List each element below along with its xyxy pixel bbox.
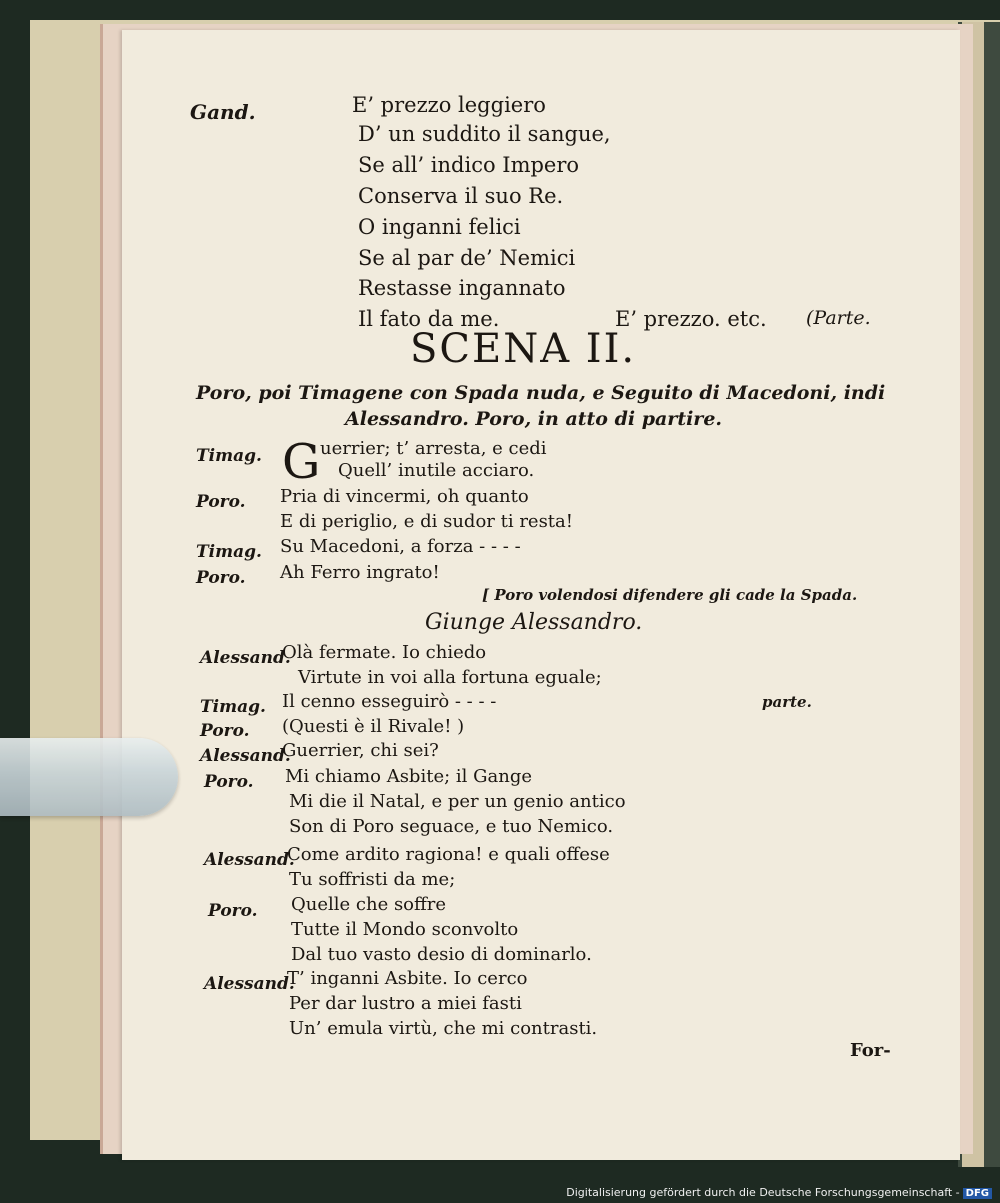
verse-line: Olà fermate. Io chiedo bbox=[282, 642, 487, 663]
scene-heading: SCENA II. bbox=[410, 326, 637, 372]
verse-line: Ah Ferro ingrato! bbox=[280, 562, 440, 583]
stage-direction: Poro, poi Timagene con Spada nuda, e Seguito di Macedoni, indi bbox=[196, 382, 886, 404]
verse-line: Su Macedoni, a forza - - - - bbox=[280, 536, 521, 557]
verse-line: T’ inganni Asbite. Io cerco bbox=[287, 968, 528, 989]
catchword: For- bbox=[850, 1040, 891, 1061]
speaker-timag: Timag. bbox=[196, 446, 262, 466]
verse-line: Quell’ inutile acciaro. bbox=[338, 460, 535, 481]
speaker-poro: Poro. bbox=[200, 721, 250, 741]
verse-line: uerrier; t’ arresta, e cedi bbox=[320, 438, 547, 459]
speaker-alessand: Alessand. bbox=[200, 746, 291, 766]
speaker-timag: Timag. bbox=[200, 697, 266, 717]
verse-line: (Questi è il Rivale! ) bbox=[282, 716, 465, 737]
glass-page-holder bbox=[0, 738, 178, 816]
verse-line: Tutte il Mondo sconvolto bbox=[291, 919, 519, 940]
verse-line: Dal tuo vasto desio di dominarlo. bbox=[291, 944, 592, 965]
verse-line: Pria di vincermi, oh quanto bbox=[280, 486, 529, 507]
stage-direction: Alessandro. Poro, in atto di partire. bbox=[345, 408, 723, 430]
verse-line: Restasse ingannato bbox=[358, 276, 566, 300]
verse-line: E di periglio, e di sudor ti resta! bbox=[280, 511, 574, 532]
stage-direction: [ Poro volendosi difendere gli cade la Spada. bbox=[482, 586, 858, 604]
verse-line: Virtute in voi alla fortuna eguale; bbox=[298, 667, 602, 688]
exit-direction: (Parte. bbox=[806, 307, 871, 329]
speaker-poro: Poro. bbox=[208, 901, 258, 921]
verse-line: Come ardito ragiona! e quali offese bbox=[287, 844, 610, 865]
verse-tail: E’ prezzo. etc. bbox=[615, 307, 767, 331]
speaker-alessand: Alessand. bbox=[204, 850, 295, 870]
stage-direction: Giunge Alessandro. bbox=[425, 610, 643, 635]
speaker-poro: Poro. bbox=[204, 772, 254, 792]
verse-line: Per dar lustro a miei fasti bbox=[289, 993, 522, 1014]
verse-line: Son di Poro seguace, e tuo Nemico. bbox=[289, 816, 614, 837]
speaker-alessand: Alessand. bbox=[200, 648, 291, 668]
verse-line: Mi die il Natal, e per un genio antico bbox=[289, 791, 626, 812]
verse-line: Se al par de’ Nemici bbox=[358, 246, 576, 270]
verse-line: Conserva il suo Re. bbox=[358, 184, 564, 208]
verse-line: Se all’ indico Impero bbox=[358, 153, 580, 177]
drop-cap: G bbox=[282, 434, 321, 490]
verse-line: O inganni felici bbox=[358, 215, 521, 239]
verse-line: Mi chiamo Asbite; il Gange bbox=[285, 766, 532, 787]
speaker-alessand: Alessand. bbox=[204, 974, 295, 994]
speaker-timag: Timag. bbox=[196, 542, 262, 562]
verse-line: Il cenno esseguirò - - - - bbox=[282, 691, 497, 712]
verse-line: E’ prezzo leggiero bbox=[352, 93, 546, 117]
speaker-poro: Poro. bbox=[196, 568, 246, 588]
digitization-credit bbox=[566, 1186, 992, 1199]
credit-text: Digitalisierung gefördert durch die Deutsche Forschungsgemeinschaft - bbox=[566, 1186, 960, 1199]
verse-line: Tu soffristi da me; bbox=[289, 869, 456, 890]
verse-line: D’ un suddito il sangue, bbox=[358, 122, 611, 146]
dfg-logo: DFG bbox=[963, 1188, 992, 1199]
exit-direction: parte. bbox=[762, 693, 812, 711]
verse-line: Guerrier, chi sei? bbox=[282, 740, 439, 761]
verse-line: Il fato da me. bbox=[358, 307, 500, 331]
verse-line: Quelle che soffre bbox=[291, 894, 447, 915]
verse-line: Un’ emula virtù, che mi contrasti. bbox=[289, 1018, 598, 1039]
speaker-poro: Poro. bbox=[196, 492, 246, 512]
speaker-gand: Gand. bbox=[190, 100, 256, 124]
